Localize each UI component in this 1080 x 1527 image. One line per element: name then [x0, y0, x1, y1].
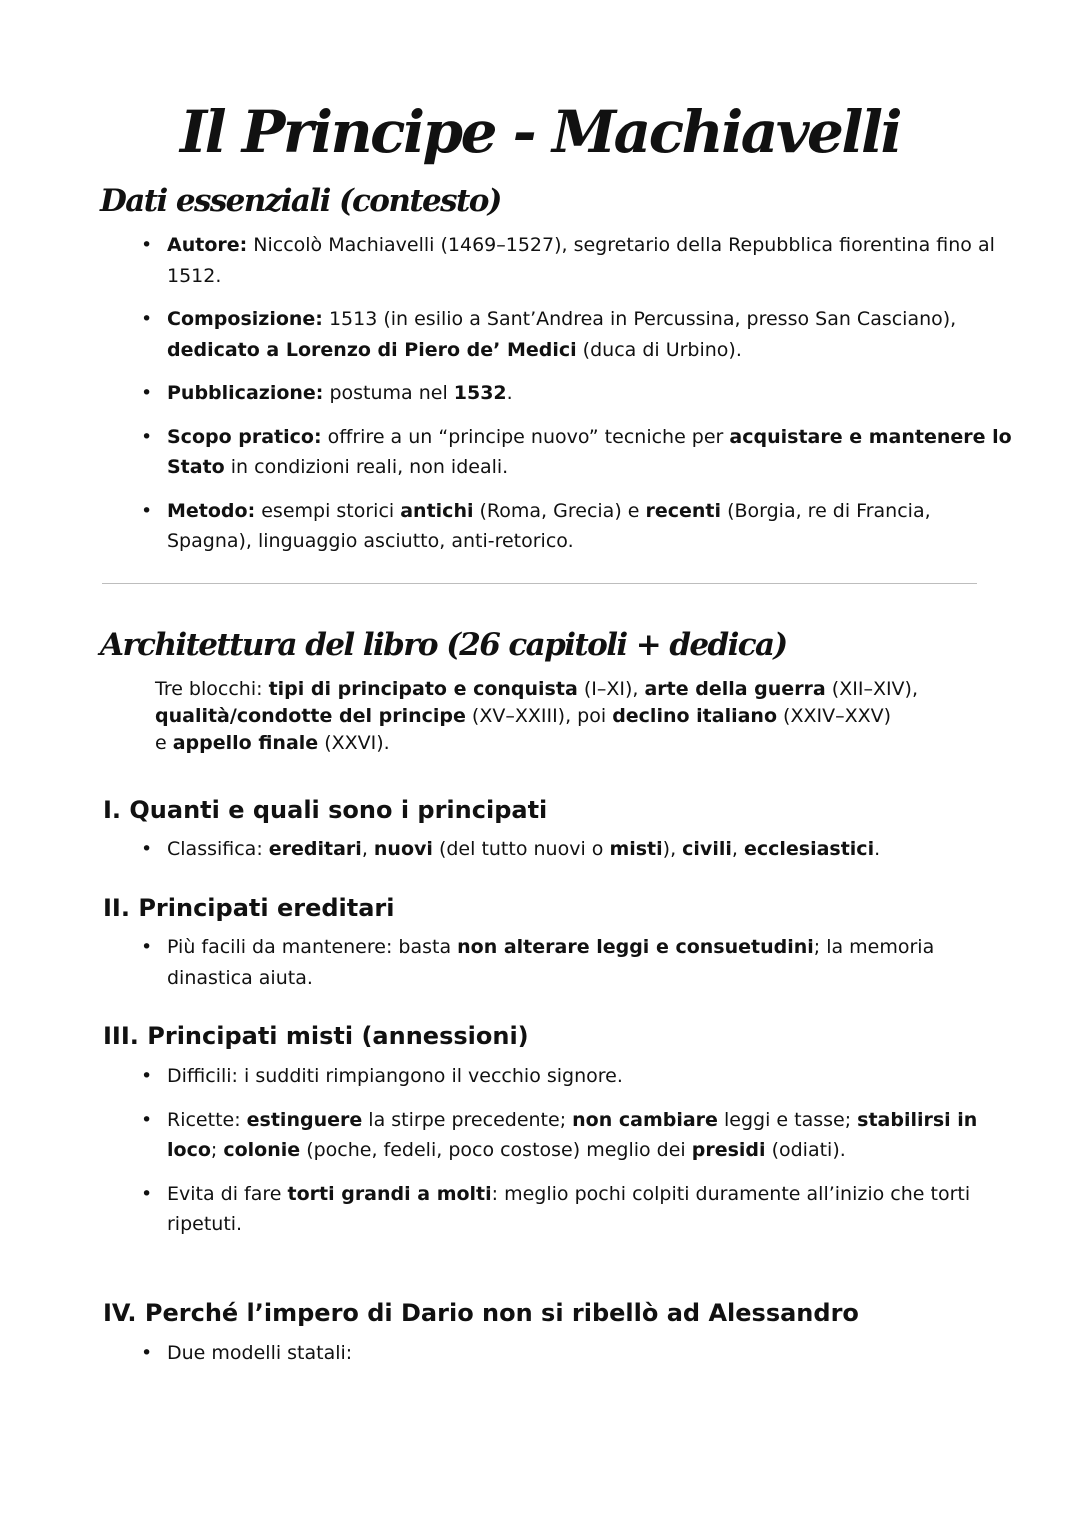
text-run: (poche, fedeli, poco costose) meglio dei — [300, 1139, 692, 1161]
text-run: , — [731, 838, 744, 860]
bold-text: non cambiare — [572, 1108, 718, 1131]
bullet-item — [0, 1061, 1080, 1092]
bold-text: declino italiano — [612, 705, 777, 727]
text-run: (XXIV–XXV) — [777, 705, 892, 727]
text-run: (XII–XIV), — [825, 678, 919, 700]
text-run: Niccolò Machiavelli (1469–1527), segretario della Repubblica fiorentina fino al 1512. — [167, 234, 995, 287]
text-run: in condizioni reali, non ideali. — [224, 456, 509, 478]
chapter-heading-1: I. Quanti e quali sono i principati — [103, 796, 548, 824]
bullet-item — [0, 1338, 1080, 1369]
text-run: ), — [662, 838, 683, 860]
architettura-intro — [155, 676, 1035, 757]
bold-text: non alterare leggi e consuetudini — [457, 936, 814, 958]
text-run: Più facili da mantenere: basta — [167, 936, 458, 958]
bold-text: Autore: — [167, 234, 248, 256]
text-run: Evita di fare — [167, 1182, 288, 1205]
text-run: Classifica: — [167, 838, 269, 860]
text-run: . — [874, 838, 881, 860]
text-run: esempi storici — [255, 499, 401, 522]
bold-text: Metodo: — [167, 499, 256, 522]
bold-text: Scopo pratico: — [167, 425, 322, 448]
bold-text: stabilirsi in loco — [167, 1108, 978, 1161]
document-title: Il Principe - Machiavelli — [179, 98, 901, 166]
bold-text: arte della guerra — [644, 678, 826, 700]
bold-text: recenti — [645, 499, 722, 522]
text-run: ; — [210, 1139, 224, 1161]
bold-text: qualità/condotte del principe — [155, 705, 466, 727]
text-run: , — [361, 838, 374, 860]
text-run: (Borgia, re di Francia, Spagna), linguaggio asciutto, anti-retorico. — [167, 499, 931, 552]
text-run: offrire a un “principe nuovo” tecniche per — [321, 425, 730, 448]
bold-text: tipi di principato e conquista — [268, 678, 578, 700]
bullet-item — [0, 230, 1080, 291]
bold-text: torti grandi a molti — [287, 1182, 492, 1205]
chapter-2-list — [0, 932, 1080, 993]
text-run: (I–XI), — [577, 678, 645, 700]
chapter-heading-2: II. Principati ereditari — [103, 894, 395, 922]
bold-text: colonie — [223, 1139, 301, 1161]
text-run: : meglio pochi colpiti duramente all’inizio che torti ripetuti. — [167, 1182, 971, 1235]
bold-text: acquistare e mantenere lo Stato — [167, 425, 1012, 478]
bold-text: Composizione: — [167, 308, 323, 330]
text-run: leggi e tasse; — [717, 1108, 858, 1131]
bullet-item — [0, 932, 1080, 993]
bullet-item — [0, 1105, 1080, 1166]
text-run: . — [506, 382, 513, 404]
section-heading-architettura: Architettura del libro (26 capitoli + dedica) — [100, 627, 787, 663]
text-run: (odiati). — [765, 1139, 846, 1161]
text-run: (duca di Urbino). — [576, 338, 742, 361]
bold-text: antichi — [400, 499, 474, 522]
bold-text: misti — [609, 838, 663, 860]
bold-text: ereditari — [268, 838, 362, 860]
bullet-item — [0, 834, 1080, 865]
chapter-heading-3: III. Principati misti (annessioni) — [103, 1022, 529, 1050]
text-run: (del tutto nuovi o — [432, 838, 610, 860]
bold-text: Pubblicazione: — [167, 382, 324, 404]
bullet-item — [0, 1179, 1080, 1240]
bold-text: estinguere — [246, 1108, 363, 1131]
text-run: e — [155, 732, 173, 754]
bullet-item — [0, 378, 1080, 409]
bold-text: presidi — [691, 1139, 766, 1161]
bold-text: civili — [682, 838, 732, 860]
section-divider — [102, 583, 977, 584]
text-run: ; la memoria dinastica aiuta. — [167, 936, 935, 989]
bold-text: dedicato a Lorenzo di Piero de’ Medici — [167, 338, 577, 361]
text-run: (XV–XXIII), poi — [465, 705, 613, 727]
text-run: 1513 (in esilio a Sant’Andrea in Percussina, presso San Casciano), — [322, 308, 957, 330]
text-run: la stirpe precedente; — [362, 1108, 573, 1131]
section-heading-dati: Dati essenziali (contesto) — [100, 183, 501, 219]
text-run: Difficili: i sudditi rimpiangono il vecchio signore. — [167, 1065, 623, 1087]
bold-text: appello finale — [172, 732, 319, 754]
text-run: Ricette: — [167, 1108, 247, 1131]
bullet-item — [0, 496, 1080, 557]
dati-list — [0, 230, 1080, 557]
chapter-heading-4: IV. Perché l’impero di Dario non si ribellò ad Alessandro — [103, 1299, 859, 1327]
bold-text: nuovi — [373, 838, 433, 860]
text-run: (Roma, Grecia) e — [473, 499, 646, 522]
chapter-3-list — [0, 1061, 1080, 1240]
text-run: (XXVI). — [318, 732, 390, 754]
chapter-4-list — [0, 1338, 1080, 1369]
text-run: Tre blocchi: — [155, 678, 269, 700]
bullet-item — [0, 304, 1080, 365]
text-run: Due modelli statali: — [167, 1342, 353, 1364]
chapter-1-list — [0, 834, 1080, 865]
bold-text: 1532 — [453, 382, 507, 404]
bold-text: ecclesiastici — [743, 838, 875, 860]
text-run: postuma nel — [323, 382, 454, 404]
bullet-item — [0, 422, 1080, 483]
